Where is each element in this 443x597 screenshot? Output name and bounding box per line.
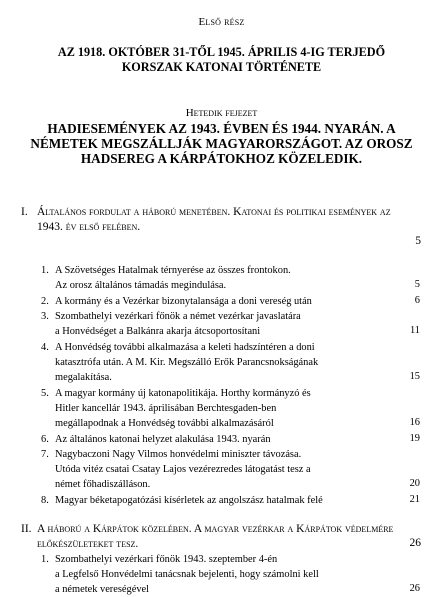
chapter-title — [0, 121, 443, 166]
item-title: Szombathelyi vezérkari főnök 1943. szeptember 4-én a Legfelső Honvédelmi tanácsnak bejelenti, hogy számolni kell a németek vereségével — [55, 554, 319, 595]
item-title: Szombathelyi vezérkari főnök a német vezérkar javaslatára a Honvédséget a Balkánra akarja átcsoportosítani — [55, 311, 301, 337]
part-title — [0, 45, 443, 75]
item-number: 4. — [41, 342, 49, 353]
item-title: Az általános katonai helyzet alakulása 1943. nyarán — [55, 434, 271, 445]
item-page: 15 — [409, 371, 420, 382]
item-title: Nagybaczoni Nagy Vilmos honvédelmi miniszter távozása. Utóda vitéz csatai Csatay Lajos vezérezredes látogatást tesz a német főhadiszálláson. — [55, 449, 311, 490]
section-number: I. — [21, 206, 28, 218]
section-title: Általános fordulat a háború menetében. Katonai és politikai események az 1943. év első felében. — [37, 206, 391, 233]
section-number: II. — [21, 523, 32, 535]
part-heading: Első rész — [198, 16, 245, 28]
section-page: 5 — [415, 235, 421, 247]
item-page: 21 — [409, 494, 420, 505]
item-number: 5. — [41, 388, 49, 399]
part-title-text: AZ 1918. OKTÓBER 31-TŐL 1945. ÁPRILIS 4-IG TERJEDŐ KORSZAK KATONAI TÖRTÉNETE — [57, 45, 386, 74]
item-number: 1. — [41, 554, 49, 565]
item-page: 5 — [414, 279, 420, 290]
item-page: 20 — [409, 478, 420, 489]
section-title: A háború a Kárpátok közelében. A magyar vezérkar a Kárpátok védelmére előkészületeket tesz. — [37, 523, 394, 550]
item-number: 1. — [41, 265, 49, 276]
chapter-heading: Hetedik fejezet — [185, 107, 258, 119]
item-title: A Szövetséges Hatalmak térnyerése az összes frontokon. Az orosz általános támadás megindulása. — [55, 265, 291, 291]
item-title: Magyar béketapogatózási kísérletek az angolszász hatalmak felé — [55, 495, 323, 506]
chapter-title-text: HADIESEMÉNYEK AZ 1943. ÉVBEN ÉS 1944. NYARÁN. A NÉMETEK MEGSZÁLLJÁK MAGYARORSZÁGOT. AZ OROSZ HADSEREG A KÁRPÁTOKHOZ KÖZELEDIK. — [30, 121, 413, 166]
item-page: 11 — [409, 325, 420, 336]
item-title: A kormány és a Vezérkar bizonytalansága a doni vereség után — [55, 296, 312, 307]
item-number: 2. — [41, 296, 49, 307]
item-page: 6 — [414, 295, 420, 306]
item-title: A magyar kormány új katonapolitikája. Horthy kormányzó és Hitler kancellár 1943. áprilisában Berchtesgaden-ben megállapodnak a Honvédség további alkalmazásáról — [55, 388, 311, 429]
item-number: 8. — [41, 495, 49, 506]
item-page: 26 — [409, 583, 420, 594]
item-title: A Honvédség további alkalmazása a keleti hadszíntéren a doni katasztrófa után. A M. Kir. Megszálló Erők Parancsnokságának megalakítása. — [55, 342, 319, 383]
item-page: 16 — [409, 417, 420, 428]
item-number: 3. — [41, 311, 49, 322]
item-number: 6. — [41, 434, 49, 445]
item-page: 19 — [409, 433, 420, 444]
item-number: 7. — [41, 449, 49, 460]
section-page: 26 — [409, 537, 421, 549]
